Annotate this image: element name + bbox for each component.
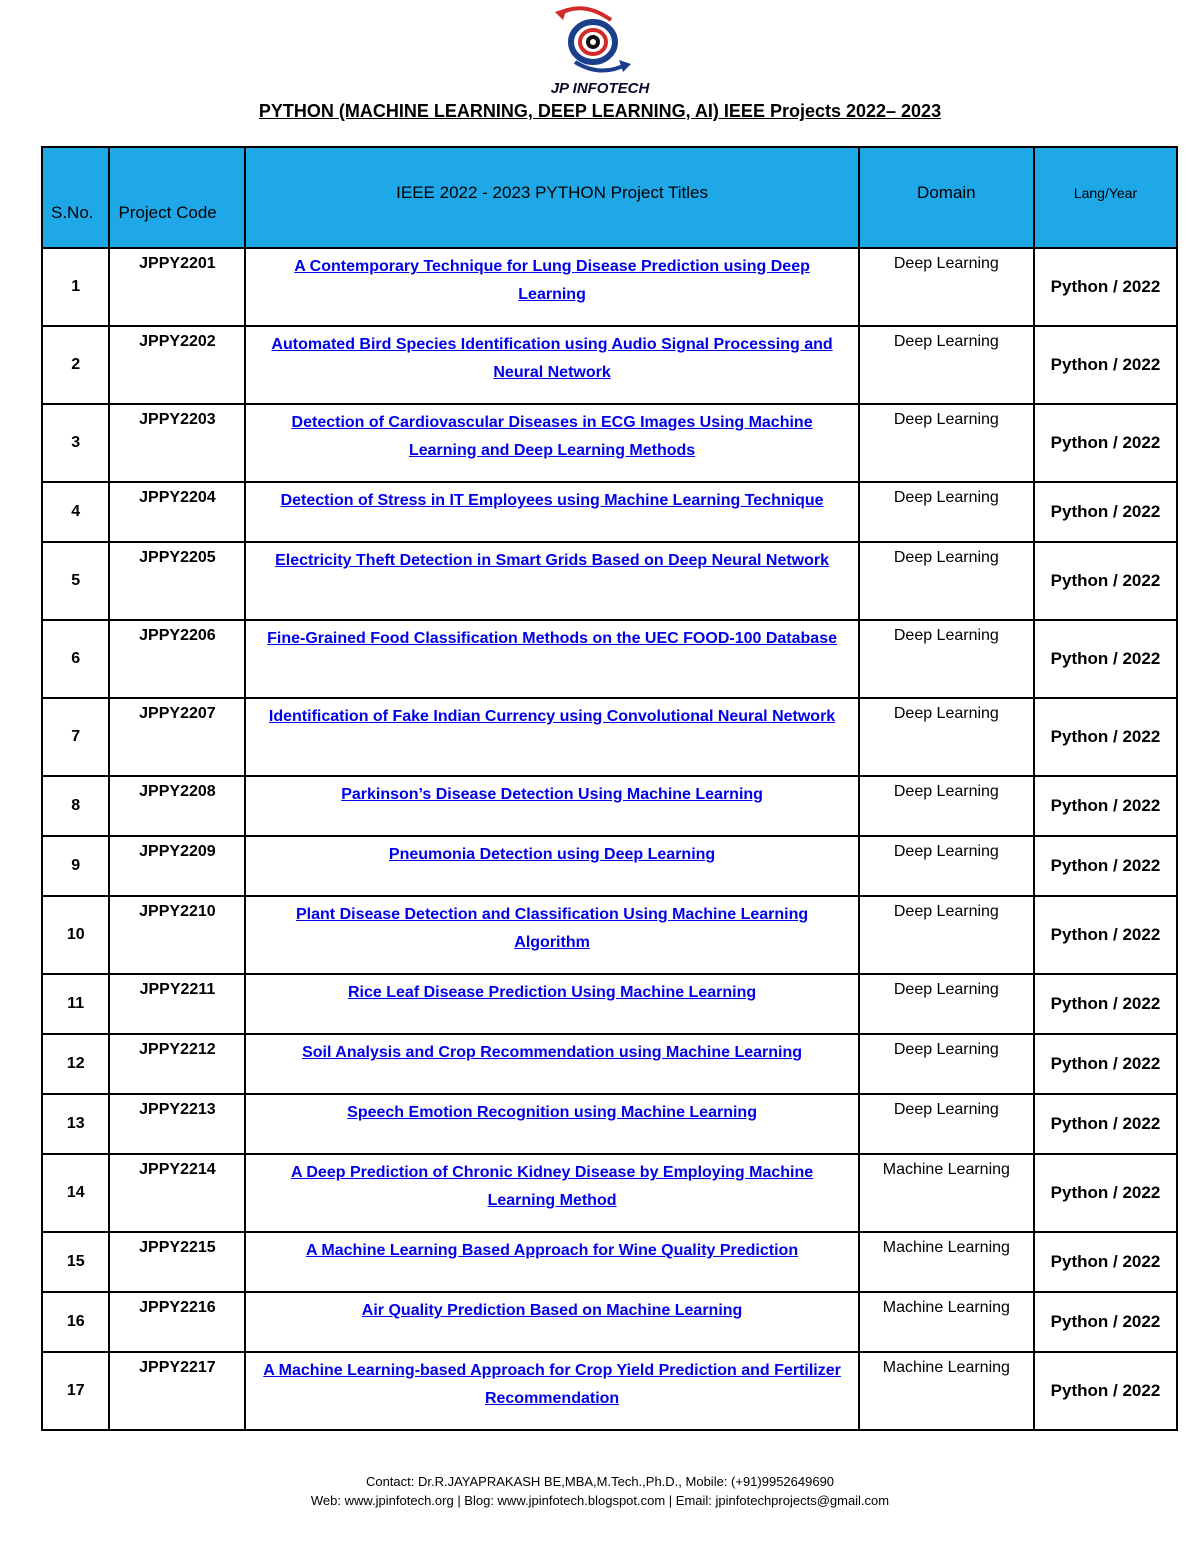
row-sno: 5 [43, 543, 108, 619]
table-header-row [43, 148, 1176, 247]
row-domain: Machine Learning [860, 1155, 1033, 1231]
table-row [43, 1353, 1176, 1429]
table-row [43, 1233, 1176, 1291]
row-code: JPPY2214 [110, 1155, 244, 1231]
project-title-link[interactable]: A Contemporary Technique for Lung Disease Prediction using Deep Learning [294, 258, 810, 303]
row-sno: 4 [43, 483, 108, 541]
row-domain: Machine Learning [860, 1293, 1033, 1351]
row-sno: 7 [43, 699, 108, 775]
row-lang-year: Python / 2022 [1035, 1155, 1176, 1231]
table-row [43, 405, 1176, 481]
projects-table [41, 146, 1178, 1431]
row-domain: Deep Learning [860, 249, 1033, 325]
project-title-link[interactable]: A Deep Prediction of Chronic Kidney Disease by Employing Machine Learning Method [290, 1164, 814, 1209]
row-code: JPPY2206 [110, 621, 244, 697]
row-lang-year: Python / 2022 [1035, 897, 1176, 973]
row-domain: Deep Learning [860, 837, 1033, 895]
footer-contact: Contact: Dr.R.JAYAPRAKASH BE,MBA,M.Tech.,Ph.D., Mobile: (+91)9952649690 [365, 1474, 835, 1489]
project-title-link[interactable]: Speech Emotion Recognition using Machine Learning [347, 1104, 757, 1121]
table-row [43, 1035, 1176, 1093]
project-title-link[interactable]: Automated Bird Species Identification using Audio Signal Processing and Neural Network [271, 336, 833, 381]
row-code: JPPY2202 [110, 327, 244, 403]
column-header-lang-year: Lang/Year [1035, 148, 1176, 247]
row-code: JPPY2209 [110, 837, 244, 895]
row-domain: Deep Learning [860, 777, 1033, 835]
project-title-link[interactable]: Fine-Grained Food Classification Methods on the UEC FOOD-100 Database [267, 630, 837, 647]
row-lang-year: Python / 2022 [1035, 1353, 1176, 1429]
row-domain: Deep Learning [860, 1035, 1033, 1093]
row-sno: 8 [43, 777, 108, 835]
table-row [43, 483, 1176, 541]
row-lang-year: Python / 2022 [1035, 405, 1176, 481]
row-domain: Deep Learning [860, 897, 1033, 973]
row-domain: Deep Learning [860, 699, 1033, 775]
row-lang-year: Python / 2022 [1035, 543, 1176, 619]
row-code: JPPY2210 [110, 897, 244, 973]
project-title-link[interactable]: A Machine Learning-based Approach for Crop Yield Prediction and Fertilizer Recommendation [263, 1362, 841, 1407]
project-title-link[interactable]: Identification of Fake Indian Currency using Convolutional Neural Network [268, 708, 836, 725]
row-code: JPPY2213 [110, 1095, 244, 1153]
row-sno: 1 [43, 249, 108, 325]
table-row [43, 1095, 1176, 1153]
row-lang-year: Python / 2022 [1035, 1095, 1176, 1153]
row-code: JPPY2211 [110, 975, 244, 1033]
row-code: JPPY2215 [110, 1233, 244, 1291]
row-sno: 3 [43, 405, 108, 481]
row-code: JPPY2201 [110, 249, 244, 325]
row-lang-year: Python / 2022 [1035, 837, 1176, 895]
table-row [43, 699, 1176, 775]
row-domain: Machine Learning [860, 1353, 1033, 1429]
row-sno: 10 [43, 897, 108, 973]
row-domain: Deep Learning [860, 543, 1033, 619]
row-sno: 9 [43, 837, 108, 895]
project-title-link[interactable]: A Machine Learning Based Approach for Wine Quality Prediction [306, 1242, 799, 1259]
row-lang-year: Python / 2022 [1035, 777, 1176, 835]
table-row [43, 1293, 1176, 1351]
brand-name: JP INFOTECH [550, 80, 650, 97]
row-lang-year: Python / 2022 [1035, 699, 1176, 775]
row-lang-year: Python / 2022 [1035, 1233, 1176, 1291]
row-sno: 17 [43, 1353, 108, 1429]
table-row [43, 1155, 1176, 1231]
row-sno: 6 [43, 621, 108, 697]
row-code: JPPY2205 [110, 543, 244, 619]
row-sno: 14 [43, 1155, 108, 1231]
row-domain: Deep Learning [860, 327, 1033, 403]
project-title-link[interactable]: Plant Disease Detection and Classification Using Machine Learning Algorithm [296, 906, 809, 951]
row-code: JPPY2207 [110, 699, 244, 775]
row-lang-year: Python / 2022 [1035, 483, 1176, 541]
row-sno: 15 [43, 1233, 108, 1291]
project-title-link[interactable]: Rice Leaf Disease Prediction Using Machine Learning [348, 984, 757, 1001]
table-row [43, 897, 1176, 973]
row-domain: Deep Learning [860, 405, 1033, 481]
column-header-domain: Domain [860, 148, 1033, 247]
row-domain: Machine Learning [860, 1233, 1033, 1291]
row-code: JPPY2208 [110, 777, 244, 835]
project-title-link[interactable]: Air Quality Prediction Based on Machine Learning [361, 1302, 743, 1319]
row-sno: 12 [43, 1035, 108, 1093]
row-code: JPPY2217 [110, 1353, 244, 1429]
row-domain: Deep Learning [860, 1095, 1033, 1153]
footer-web: Web: www.jpinfotech.org | Blog: www.jpinfotech.blogspot.com | Email: jpinfotechprojects@gmail.com [310, 1493, 890, 1508]
row-lang-year: Python / 2022 [1035, 249, 1176, 325]
row-domain: Deep Learning [860, 621, 1033, 697]
column-header-title: IEEE 2022 - 2023 PYTHON Project Titles [246, 148, 857, 247]
table-row [43, 837, 1176, 895]
column-header-sno: S.No. [43, 148, 108, 247]
row-sno: 16 [43, 1293, 108, 1351]
table-row [43, 975, 1176, 1033]
table-row [43, 327, 1176, 403]
row-lang-year: Python / 2022 [1035, 1035, 1176, 1093]
project-title-link[interactable]: Electricity Theft Detection in Smart Grids Based on Deep Neural Network [275, 552, 830, 569]
column-header-code: Project Code [110, 148, 244, 247]
row-lang-year: Python / 2022 [1035, 1293, 1176, 1351]
table-row [43, 543, 1176, 619]
table-row [43, 249, 1176, 325]
table-row [43, 621, 1176, 697]
row-sno: 13 [43, 1095, 108, 1153]
document-title: PYTHON (MACHINE LEARNING, DEEP LEARNING, AI) IEEE Projects 2022– 2023 [258, 101, 942, 121]
row-code: JPPY2212 [110, 1035, 244, 1093]
row-sno: 11 [43, 975, 108, 1033]
project-title-link[interactable]: Soil Analysis and Crop Recommendation using Machine Learning [302, 1044, 803, 1061]
row-code: JPPY2203 [110, 405, 244, 481]
row-sno: 2 [43, 327, 108, 403]
row-lang-year: Python / 2022 [1035, 327, 1176, 403]
project-title-link[interactable]: Pneumonia Detection using Deep Learning [388, 846, 716, 863]
jp-infotech-logo [553, 6, 633, 76]
row-code: JPPY2216 [110, 1293, 244, 1351]
table-row [43, 777, 1176, 835]
row-lang-year: Python / 2022 [1035, 975, 1176, 1033]
project-title-link[interactable]: Parkinson’s Disease Detection Using Machine Learning [341, 786, 763, 803]
project-title-link[interactable]: Detection of Cardiovascular Diseases in ECG Images Using Machine Learning and Deep Learning Methods [291, 414, 813, 459]
row-code: JPPY2204 [110, 483, 244, 541]
row-domain: Deep Learning [860, 483, 1033, 541]
row-domain: Deep Learning [860, 975, 1033, 1033]
project-title-link[interactable]: Detection of Stress in IT Employees using Machine Learning Technique [280, 492, 824, 509]
row-lang-year: Python / 2022 [1035, 621, 1176, 697]
